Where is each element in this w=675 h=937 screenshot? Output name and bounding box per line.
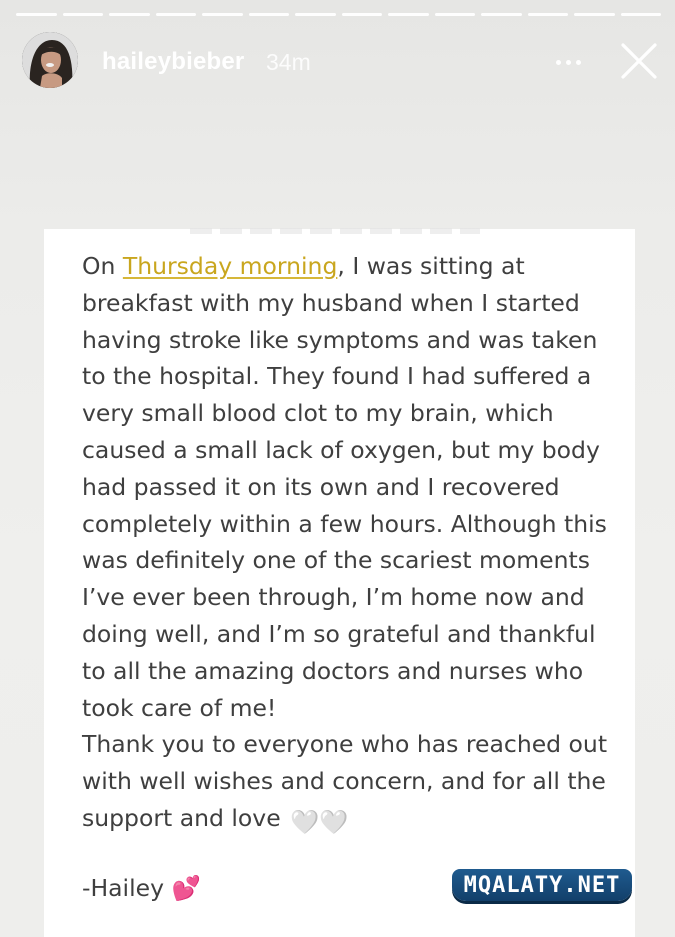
progress-segment (574, 13, 615, 16)
thank-you-text: Thank you to everyone who has reached out with well wishes and concern, and for all the support and love (82, 730, 608, 832)
more-options-button[interactable] (548, 44, 588, 80)
progress-segment (435, 13, 476, 16)
progress-segment (528, 13, 569, 16)
avatar[interactable] (22, 32, 78, 88)
statement-text (82, 248, 622, 841)
highlighted-date-link[interactable]: Thursday morning (122, 252, 338, 280)
story-progress-bar (16, 13, 661, 16)
progress-segment (63, 13, 104, 16)
statement-paragraph-2 (82, 726, 622, 840)
faded-text-line (190, 228, 480, 234)
progress-segment (621, 13, 662, 16)
watermark-text: MQALATY.NET (463, 872, 621, 898)
profile-photo-icon (22, 32, 78, 88)
story-header (0, 30, 675, 94)
progress-segment (249, 13, 290, 16)
statement-text-body: , I was sitting at breakfast with my husband when I started having stroke like symptoms and was taken to the hospital. They found I had suffered a very small blood clot to my brain, which caused a small lack of oxygen, but my body had passed it on its own and I recovered completely within a few hours. Although this was definitely one of the scariest moments I’ve ever been through, I’m home now and doing well, and I’m so grateful and thankful to all the amazing doctors and nurses who took care of me! (82, 252, 607, 722)
progress-segment (342, 13, 383, 16)
close-icon (618, 40, 660, 82)
signature (82, 874, 201, 902)
progress-segment (156, 13, 197, 16)
progress-segment (16, 13, 57, 16)
statement-text-start: On (82, 252, 123, 280)
more-dots-icon-dot (566, 60, 571, 65)
progress-segment (481, 13, 522, 16)
close-button[interactable] (618, 40, 660, 82)
pink-hearts-emoji: 💕 (171, 874, 201, 902)
white-hearts-emoji: 🤍🤍 (290, 807, 349, 836)
progress-segment (109, 13, 150, 16)
username[interactable]: haileybieber (102, 48, 245, 75)
more-dots-icon-dot (576, 60, 581, 65)
statement-paragraph-1 (82, 248, 622, 726)
progress-segment (388, 13, 429, 16)
progress-segment (202, 13, 243, 16)
more-dots-icon (556, 60, 561, 65)
watermark-badge (452, 869, 632, 901)
signature-text: -Hailey (82, 874, 172, 902)
progress-segment (295, 13, 336, 16)
story-timestamp: 34m (266, 49, 311, 75)
